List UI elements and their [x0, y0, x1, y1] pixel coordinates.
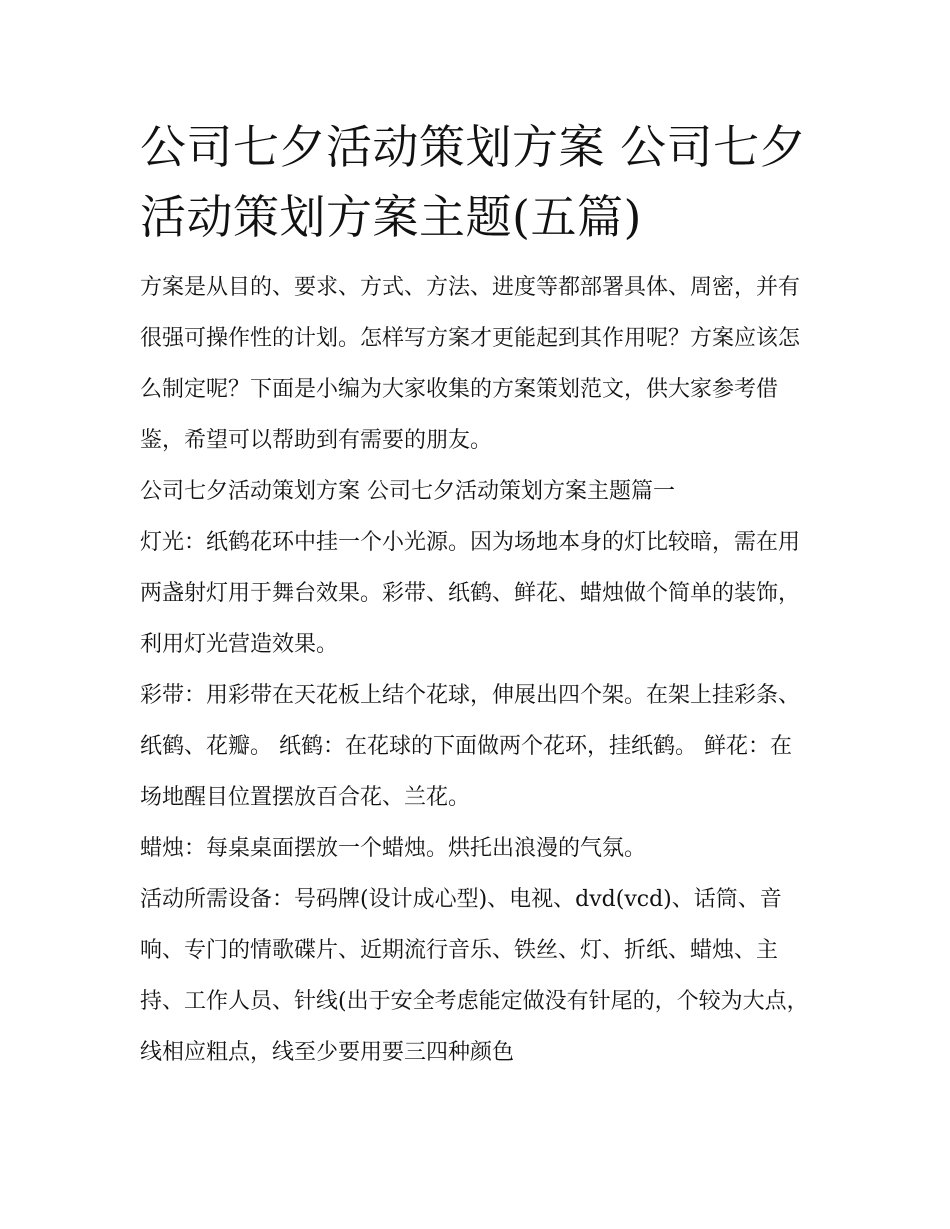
paragraph-list — [140, 262, 812, 1078]
paragraph-ribbons: 彩带：用彩带在天花板上结个花球，伸展出四个架。在架上挂彩条、纸鹤、花瓣。 纸鹤：在花球的下面做两个花环，挂纸鹤。 鲜花：在场地醒目位置摆放百合花、兰花。 — [140, 683, 801, 810]
paragraph-intro: 方案是从目的、要求、方式、方法、进度等都部署具体、周密，并有很强可操作性的计划。怎样写方案才更能起到其作用呢？方案应该怎么制定呢？下面是小编为大家收集的方案策划范文，供大家参考借鉴，希望可以帮助到有需要的朋友。 — [140, 275, 801, 453]
document-body — [140, 112, 812, 1078]
paragraph-section-heading: 公司七夕活动策划方案 公司七夕活动策划方案主题篇一 — [140, 479, 675, 504]
paragraph-candles: 蜡烛：每桌桌面摆放一个蜡烛。烘托出浪漫的气氛。 — [140, 836, 647, 861]
document-title: 公司七夕活动策划方案 公司七夕活动策划方案主题(五篇) — [140, 120, 807, 244]
paragraph-lighting: 灯光：纸鹤花环中挂一个小光源。因为场地本身的灯比较暗，需在用两盏射灯用于舞台效果。彩带、纸鹤、鲜花、蜡烛做个简单的装饰，利用灯光营造效果。 — [140, 530, 801, 657]
paragraph-equipment: 活动所需设备：号码牌(设计成心型)、电视、dvd(vcd)、话筒、音响、专门的情歌碟片、近期流行音乐、铁丝、灯、折纸、蜡烛、主持、工作人员、针线(出于安全考虑能定做没有针尾的，个较为大点，线相应粗点，线至少要用要三四种颜色 — [140, 887, 809, 1065]
